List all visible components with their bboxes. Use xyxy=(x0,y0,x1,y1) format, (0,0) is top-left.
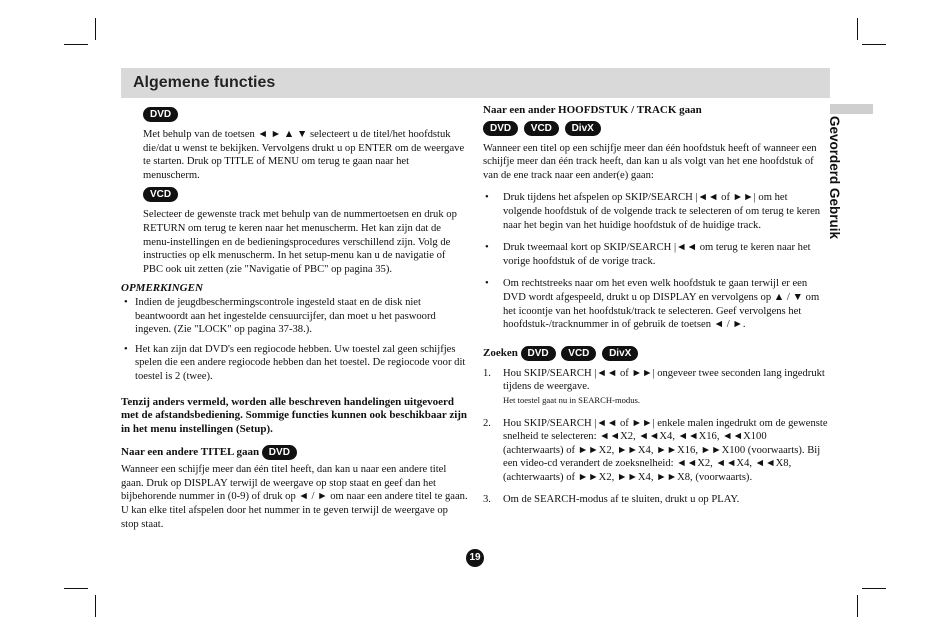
title-paragraph-1: Wanneer een schijfje meer dan één titel heeft, dan kan u naar een andere titel gaan. Druk op DISPLAY terwijl de weergave op stop staat en geef dan het bijbehorende nummer in (0-9) of druk op ◄ / ► om naar een andere titel te gaan. xyxy=(121,464,468,503)
right-column xyxy=(483,104,828,516)
side-tab-label: Gevorderd Gebruik xyxy=(827,116,842,240)
crop-mark xyxy=(857,595,858,617)
divx-badge: DivX xyxy=(565,121,601,136)
dvd-badge: DVD xyxy=(521,346,556,361)
dvd-badge: DVD xyxy=(483,121,518,136)
vcd-badge: VCD xyxy=(143,187,178,202)
section-title: Algemene functies xyxy=(133,74,276,91)
divx-badge: DivX xyxy=(602,346,638,361)
vcd-badge: VCD xyxy=(561,346,596,361)
search-section-heading xyxy=(483,346,828,361)
list-item: • Indien de jeugdbeschermingscontrole ingesteld staat en de disk niet beantwoordt aan het ingestelde censuurcijfer, dan moet u het paswoord ingeven. (Zie "LOCK" op pagina 37-38.). xyxy=(121,296,468,337)
list-item: • Om rechtstreeks naar om het even welk hoofdstuk te gaan terwijl er een DVD wordt afgespeeld, drukt u op DISPLAY en vervolgens op ▲ / ▼ om het icoontje van het hoofdstuk/track te selecteren. Geef vervolgens het hoofdstuk-/tracknummer in of gebruik de toetsen ◄ / ►. xyxy=(483,277,828,331)
search-steps xyxy=(483,367,828,507)
notice-paragraph: Tenzij anders vermeld, worden alle beschreven handelingen uitgevoerd met de afstandsbediening. Sommige functies kunnen ook beschikbaar zijn in het menu instellingen (Setup). xyxy=(121,395,468,435)
chapter-heading: Naar een ander HOOFDSTUK / TRACK gaan xyxy=(483,104,702,116)
search-note: Het toestel gaat nu in SEARCH-modus. xyxy=(503,394,641,405)
title-heading: Naar een andere TITEL gaan xyxy=(121,446,260,459)
left-column xyxy=(121,104,468,531)
list-item: 2. Hou SKIP/SEARCH |◄◄ of ►►| enkele malen ingedrukt om de gewenste snelheid te selecteren: ◄◄X2, ◄◄X4, ◄◄X16, ◄◄X100 (achterwaarts) of ►►X2, ►►X4, ►►X16, ►►X100 (voorwaarts). Bij een video-cd verandert de zoeksnelheid: ◄◄X2, ◄◄X4, ◄◄X8, (achterwaarts) of ►►X2, ►►X4, ►►X8, (voorwaarts). xyxy=(483,417,828,483)
list-item: 3. Om de SEARCH-modus af te sluiten, drukt u op PLAY. xyxy=(483,494,740,506)
dvd-badge: DVD xyxy=(262,445,297,460)
page-number: 19 xyxy=(466,549,484,567)
side-tab-band xyxy=(830,104,873,114)
vcd-paragraph: Selecteer de gewenste track met behulp van de nummertoetsen en druk op RETURN om terug te keren naar het menuscherm. Het kan zijn dat de menu-instellingen en de bedieningsprocedures verschillend zijn. Volg de instructies op elk menuscherm. In het setup-menu kan u de navigatie of PBC ook uit zetten (zie "Navigatie of PBC" op pagina 35). xyxy=(143,209,457,275)
crop-mark xyxy=(857,18,858,40)
dvd-paragraph: Met behulp van de toetsen ◄ ► ▲ ▼ selecteert u de titel/het hoofdstuk die/dat u wenst te bekijken. Vervolgens drukt u op ENTER om de weergave te starten. Druk op TITLE of MENU om terug te gaan naar het menuscherm. xyxy=(143,129,465,181)
remarks-heading: OPMERKINGEN xyxy=(121,282,203,295)
search-heading: Zoeken xyxy=(483,346,518,359)
crop-mark xyxy=(64,44,88,45)
list-item: 1. Hou SKIP/SEARCH |◄◄ of ►►| ongeveer twee seconden lang ingedrukt tijdens de weergave. Het toestel gaat nu in SEARCH-modus. xyxy=(483,367,825,405)
crop-mark xyxy=(862,44,886,45)
list-item: • Druk tijdens het afspelen op SKIP/SEARCH |◄◄ of ►►| om het volgende hoofdstuk of de volgende track te selecteren of om terug te keren naar het begin van het huidige hoofdstuk of de huidige track. xyxy=(483,191,828,232)
chapter-list xyxy=(483,191,828,331)
title-section-heading xyxy=(121,445,468,460)
chapter-intro: Wanneer een titel op een schijfje meer dan één hoofdstuk heeft of wanneer een schijfje meer dan één track heeft, dan kan u als volgt van het ene hoofdstuk of van de ene track naar een ander(e) gaan: xyxy=(483,142,817,181)
list-item: • Het kan zijn dat DVD's een regiocode hebben. Uw toestel zal geen schijfjes spelen die een andere regiocode hebben dan het toestel. De regiocode voor dit toestel is 2 (twee). xyxy=(121,343,468,384)
dvd-badge: DVD xyxy=(143,107,178,122)
vcd-badge: VCD xyxy=(524,121,559,136)
title-paragraph-2: U kan elke titel afspelen door het nummer in te geven terwijl de weergave op stop staat. xyxy=(121,505,448,530)
crop-mark xyxy=(95,595,96,617)
crop-mark xyxy=(95,18,96,40)
crop-mark xyxy=(862,588,886,589)
crop-mark xyxy=(64,588,88,589)
chapter-badges xyxy=(483,121,828,136)
remarks-list xyxy=(121,296,468,384)
list-item: • Druk tweemaal kort op SKIP/SEARCH |◄◄ om terug te keren naar het vorige hoofdstuk of de vorige track. xyxy=(483,241,828,268)
